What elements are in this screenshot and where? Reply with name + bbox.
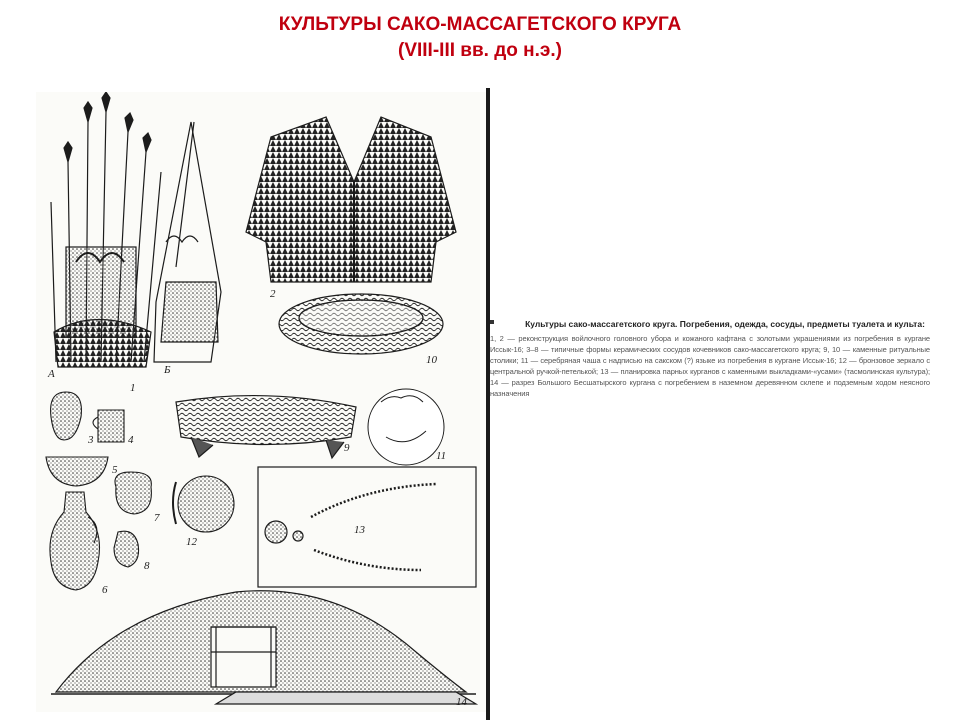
- stone-table-10: [279, 294, 443, 354]
- fig-label-10: 10: [426, 354, 437, 366]
- fig-label-2: 2: [270, 288, 276, 300]
- kurgan-plan-13: [258, 467, 476, 587]
- stone-table-9: [176, 396, 356, 458]
- plate-drawing: [36, 92, 486, 712]
- title-line-1: КУЛЬТУРЫ САКО-МАССАГЕТСКОГО КРУГА: [278, 14, 682, 35]
- title-line-2: (VIII-III вв. до н.э.): [398, 40, 562, 61]
- illustration-plate: [36, 92, 486, 712]
- fig-label-3: 3: [88, 434, 94, 446]
- fig-label-12: 12: [186, 536, 197, 548]
- caption-title: Культуры сако-массагетского круга. Погребения, одежда, сосуды, предметы туалета и культа:: [525, 319, 925, 329]
- fig-label-a: А: [48, 368, 55, 380]
- fig-label-1: 1: [130, 382, 136, 394]
- kaftan: [246, 117, 456, 282]
- kurgan-section-14: [51, 591, 476, 704]
- fig-label-b: Б: [164, 364, 171, 376]
- fig-label-13: 13: [354, 524, 365, 536]
- fig-label-4: 4: [128, 434, 134, 446]
- fig-label-9: 9: [344, 442, 350, 454]
- fig-label-7: 7: [154, 512, 160, 524]
- headdress-b: [154, 122, 221, 362]
- headdress-a: [51, 92, 161, 367]
- caption-marker: [490, 320, 494, 324]
- jug-6: [50, 492, 100, 590]
- fig-label-8: 8: [144, 560, 150, 572]
- bowl-5: [46, 457, 108, 486]
- fig-label-6: 6: [102, 584, 108, 596]
- silver-bowl-11: [368, 389, 447, 465]
- fig-label-5: 5: [112, 464, 118, 476]
- fig-label-14: 14: [456, 696, 467, 708]
- figure-caption: [490, 318, 930, 399]
- slide-title: [0, 12, 960, 64]
- plate-edge-shadow: [486, 88, 490, 720]
- mirror-12: [173, 476, 234, 532]
- pot-8: [114, 531, 139, 567]
- fig-label-11: 11: [436, 450, 447, 462]
- vessel-7: [115, 472, 151, 514]
- caption-body: 1, 2 — реконструкция войлочного головного убора и кожаного кафтана с золотыми украшениями из погребения в кургане Иссык-16; 3–8 — типичные формы керамических сосудов кочевников сако-массагетского круга; 9, 10 — каменные ритуальные столики; 11 — серебряная чаша с надписью на сакском (?) языке из погребения в кургане Иссык-16; 12 — бронзовое зеркало с центральной ручкой-петелькой; 13 — планировка парных курганов с каменными выкладками-«усами» (тасмолинская культура); 14 — разрез Большого Бесшатырского кургана с погребением в наземном деревянном склепе и подземным ходом неясного назначения: [490, 334, 930, 398]
